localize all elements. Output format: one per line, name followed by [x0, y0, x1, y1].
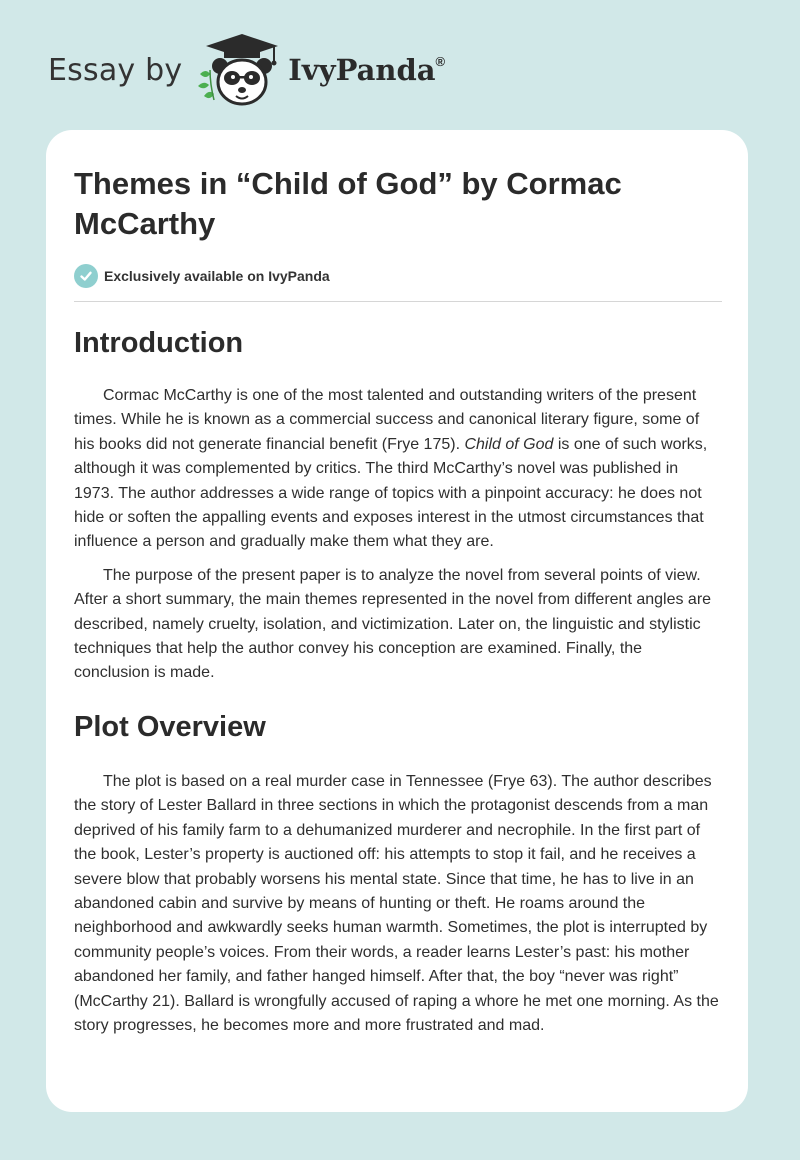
brand-name[interactable]: IvyPanda® [288, 53, 446, 87]
check-icon [74, 264, 98, 288]
essay-title: Themes in “Child of God” by Cormac McCarthy [74, 166, 622, 241]
section-heading-plot-overview: Plot Overview [74, 710, 266, 743]
paragraph: The plot is based on a real murder case in Tennessee (Frye 63). The author describes the story of Lester Ballard in three sections in which the protagonist descends from a man deprived of his family farm to a dehumanized murderer and necrophile. In the first part of the book, Lester’s property is auctioned off: his attempts to stop it fail, and he receives a severe blow that probably worsens his mental state. Since that time, he has to live in an abandoned cabin and survive by means of hunting or theft. He roams around the neighborhood and awkwardly seeks human warmth. Sometimes, the plot is interrupted by community people’s voices. From their words, a reader learns Lester’s past: his mother abandoned her family, and father hanged himself. After that, the boy “never was right” (McCarthy 21). Ballard is wrongfully accused of raping a whore he met one morning. As the story progresses, he becomes more and more frustrated and mad. [74, 772, 719, 1034]
essay-card [46, 130, 748, 1112]
paragraph: Cormac McCarthy is one of the most talented and outstanding writers of the present times. While he is known as a commercial success and canonical literary figure, some of his books did not generate financial benefit (Frye 175). Child of God is one of such works, although it was complemented by critics. The third McCarthy’s novel was published in 1973. The author addresses a wide range of topics with a pinpoint accuracy: he does not hide or soften the appalling events and exposes interest in the utmost circumstances that influence a person and gradually make them what they are. [74, 387, 708, 551]
paragraph: The purpose of the present paper is to analyze the novel from several points of view. After a short summary, the main themes represented in the novel from different angles are described, namely cruelty, isolation, and victimization. Later on, the linguistic and stylistic techniques that help the author convey his conception are examined. Finally, the conclusion is made. [74, 566, 712, 682]
section-heading-introduction: Introduction [74, 327, 244, 359]
panda-graduate-logo-icon[interactable] [194, 30, 286, 110]
site-header [48, 30, 445, 110]
exclusive-label: Exclusively available on IvyPanda [104, 268, 330, 284]
exclusive-badge [74, 264, 722, 302]
essay-by-label: Essay by [48, 52, 183, 88]
